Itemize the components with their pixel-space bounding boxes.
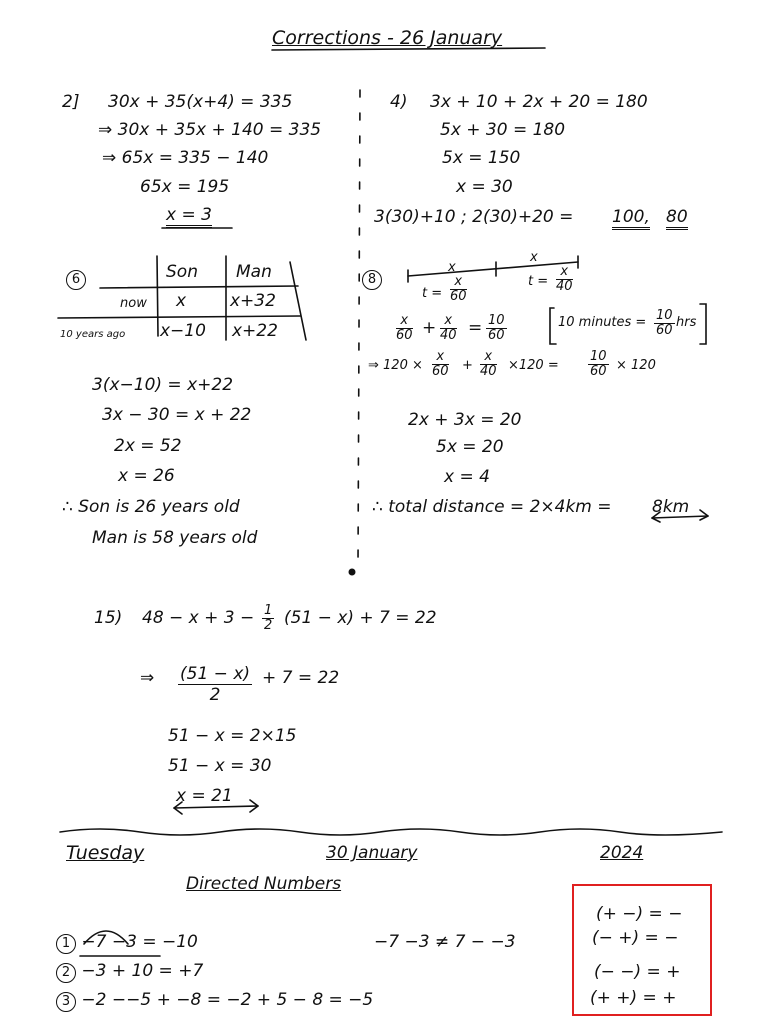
q15-line-4: 51 − x = 30 bbox=[168, 756, 272, 776]
q6-conclusion-2: Man is 58 years old bbox=[92, 528, 258, 548]
q8-t1-num: x bbox=[450, 275, 467, 290]
q8-eq2-mid: ×120 = bbox=[508, 358, 559, 373]
q6-header-son: Son bbox=[166, 262, 198, 282]
example-3-circle: 3 bbox=[56, 992, 76, 1012]
q15-answer: x = 21 bbox=[176, 786, 233, 806]
q8-t2-prefix: t = bbox=[528, 274, 549, 289]
q15-label: 15) bbox=[94, 608, 123, 628]
q8-arrow-head-right bbox=[700, 510, 708, 520]
q6-line-2: 3x − 30 = x + 22 bbox=[102, 405, 252, 425]
section-separator bbox=[60, 829, 722, 835]
q8-eq2-b-num: x bbox=[480, 350, 497, 365]
q6-line-3: 2x = 52 bbox=[114, 436, 182, 456]
divider-end-dot bbox=[349, 569, 356, 576]
footer-year: 2024 bbox=[600, 843, 644, 863]
q8-eq2-frac-b bbox=[480, 350, 497, 379]
example-2-text: −3 + 10 = +7 bbox=[81, 961, 204, 981]
q6-row1-son: x bbox=[176, 291, 187, 311]
q6-table-right-edge bbox=[290, 262, 306, 340]
q8-eq1-frac-c bbox=[486, 314, 507, 343]
example-2-circle: 2 bbox=[56, 963, 76, 983]
page-title: Corrections - 26 January bbox=[272, 27, 503, 49]
q8-seg1-label: x bbox=[448, 260, 456, 275]
q8-eq1-c-num: 10 bbox=[488, 313, 505, 328]
center-divider bbox=[358, 90, 360, 565]
footer-subtitle: Directed Numbers bbox=[186, 874, 342, 894]
q8-t2-num: x bbox=[556, 265, 573, 280]
q8-eq2-prefix: ⇒ 120 × bbox=[368, 358, 423, 373]
q15-line2-fraction bbox=[178, 664, 252, 705]
q8-eq2-a-num: x bbox=[432, 350, 449, 365]
q2-label: 2] bbox=[62, 92, 80, 112]
q4-answer-1: 100, bbox=[612, 207, 650, 230]
q8-eq1-c-den: 60 bbox=[488, 328, 505, 343]
q2-answer: x = 3 bbox=[166, 205, 212, 228]
q4-answer-2: 80 bbox=[666, 207, 688, 230]
q6-row2-son: x−10 bbox=[160, 321, 206, 341]
q6-table-hline-2 bbox=[58, 316, 300, 318]
sign-rule-1: (+ −) = − bbox=[596, 904, 683, 924]
q15-line1-right: (51 − x) + 7 = 22 bbox=[284, 608, 437, 628]
sign-rule-2: (− +) = − bbox=[592, 928, 679, 948]
middle-note: −7 −3 ≠ 7 − −3 bbox=[374, 932, 516, 952]
q15-frac-num: 1 bbox=[264, 603, 273, 618]
example-1 bbox=[56, 932, 198, 954]
q4-label: 4) bbox=[390, 92, 408, 112]
q8-eq2-frac-a bbox=[432, 350, 449, 379]
q6-header-man: Man bbox=[236, 262, 272, 282]
q8-eq1-b-den: 40 bbox=[440, 328, 457, 343]
q8-eq1-equals: = bbox=[468, 318, 483, 338]
q6-line-1: 3(x−10) = x+22 bbox=[92, 375, 234, 395]
q6-conclusion-1: ∴ Son is 26 years old bbox=[62, 497, 240, 517]
q8-eq2-frac-c bbox=[588, 350, 609, 379]
q8-seg2-label: x bbox=[530, 250, 538, 265]
q8-eq2-plus: + bbox=[462, 358, 473, 373]
q8-t1-fraction bbox=[450, 275, 467, 304]
q8-label bbox=[362, 268, 382, 290]
q8-eq1-frac-a bbox=[396, 314, 413, 343]
q8-eq2-a-den: 60 bbox=[432, 364, 449, 379]
q6-label bbox=[66, 268, 86, 290]
q15-line-3: 51 − x = 2×15 bbox=[168, 726, 297, 746]
q8-bracket-suffix: hrs bbox=[676, 315, 697, 330]
example-1-text: −7 −3 = −10 bbox=[81, 932, 198, 952]
q15-arrow-head-right bbox=[250, 800, 258, 812]
q8-bracket-fraction bbox=[654, 309, 675, 338]
q8-t2-fraction bbox=[556, 265, 573, 294]
q4-line-2: 5x + 30 = 180 bbox=[440, 120, 566, 140]
q8-t1-den: 60 bbox=[450, 289, 467, 304]
q15-line1-left: 48 − x + 3 − bbox=[142, 608, 255, 628]
q6-row2-label: 10 years ago bbox=[60, 329, 126, 340]
q8-eq1-b-num: x bbox=[440, 314, 457, 329]
q8-bracket-den: 60 bbox=[656, 323, 673, 338]
q4-line-1: 3x + 10 + 2x + 20 = 180 bbox=[430, 92, 648, 112]
example-2 bbox=[56, 961, 203, 983]
sign-rule-4: (+ +) = + bbox=[590, 988, 677, 1008]
q8-bracket-right bbox=[700, 304, 706, 344]
q4-line-4: x = 30 bbox=[456, 177, 513, 197]
q6-table-vline-1 bbox=[157, 256, 158, 336]
q8-eq1-a-den: 60 bbox=[396, 328, 413, 343]
q15-line2-den: 2 bbox=[209, 685, 221, 705]
footer-date: 30 January bbox=[326, 843, 418, 863]
q6-row1-man: x+32 bbox=[230, 291, 276, 311]
q15-line2-num: (51 − x) bbox=[180, 664, 251, 684]
q2-line-1: 30x + 35(x+4) = 335 bbox=[108, 92, 293, 112]
q8-bracket-num: 10 bbox=[656, 308, 673, 323]
q8-number-circle: 8 bbox=[362, 270, 382, 290]
q8-eq1-plus: + bbox=[422, 318, 437, 338]
q8-eq2-c-den: 60 bbox=[590, 364, 607, 379]
q2-line-4: 65x = 195 bbox=[140, 177, 230, 197]
q8-bracket-left bbox=[550, 308, 556, 344]
q8-t1-prefix: t = bbox=[422, 286, 443, 301]
q8-eq1-a-num: x bbox=[396, 314, 413, 329]
q8-t2-den: 40 bbox=[556, 279, 573, 294]
q8-line-1: 2x + 3x = 20 bbox=[408, 410, 522, 430]
q2-line-3: ⇒ 65x = 335 − 140 bbox=[102, 148, 269, 168]
q8-line-3: x = 4 bbox=[444, 467, 490, 487]
q15-line1-fraction bbox=[262, 604, 274, 633]
q8-eq1-frac-b bbox=[440, 314, 457, 343]
q6-row1-label: now bbox=[120, 296, 147, 311]
q8-total-answer: 8km bbox=[652, 497, 690, 517]
q8-bracket-prefix: 10 minutes = bbox=[558, 315, 647, 330]
sign-rule-3: (− −) = + bbox=[594, 962, 681, 982]
q15-line2-prefix: ⇒ bbox=[140, 668, 155, 688]
q6-number-circle: 6 bbox=[66, 270, 86, 290]
q2-line-2: ⇒ 30x + 35x + 140 = 335 bbox=[98, 120, 322, 140]
example-1-circle: 1 bbox=[56, 934, 76, 954]
example-3 bbox=[56, 990, 373, 1012]
q8-total: ∴ total distance = 2×4km = bbox=[372, 497, 612, 517]
q8-line-2: 5x = 20 bbox=[436, 437, 504, 457]
q6-row2-man: x+22 bbox=[232, 321, 278, 341]
q8-distance-line bbox=[408, 262, 578, 276]
q15-line2-right: + 7 = 22 bbox=[262, 668, 340, 688]
q8-eq2-suffix: × 120 bbox=[616, 358, 656, 373]
footer-day: Tuesday bbox=[66, 842, 145, 864]
q4-final-left: 3(30)+10 ; 2(30)+20 = bbox=[374, 207, 574, 227]
q6-table-hline-1 bbox=[100, 286, 298, 288]
example-3-text: −2 −−5 + −8 = −2 + 5 − 8 = −5 bbox=[81, 990, 374, 1010]
q6-line-4: x = 26 bbox=[118, 466, 175, 486]
q15-answer-arrow bbox=[174, 806, 258, 808]
q4-line-3: 5x = 150 bbox=[442, 148, 521, 168]
q8-eq2-c-num: 10 bbox=[590, 349, 607, 364]
q15-frac-den: 2 bbox=[264, 618, 273, 633]
q8-eq2-b-den: 40 bbox=[480, 364, 497, 379]
